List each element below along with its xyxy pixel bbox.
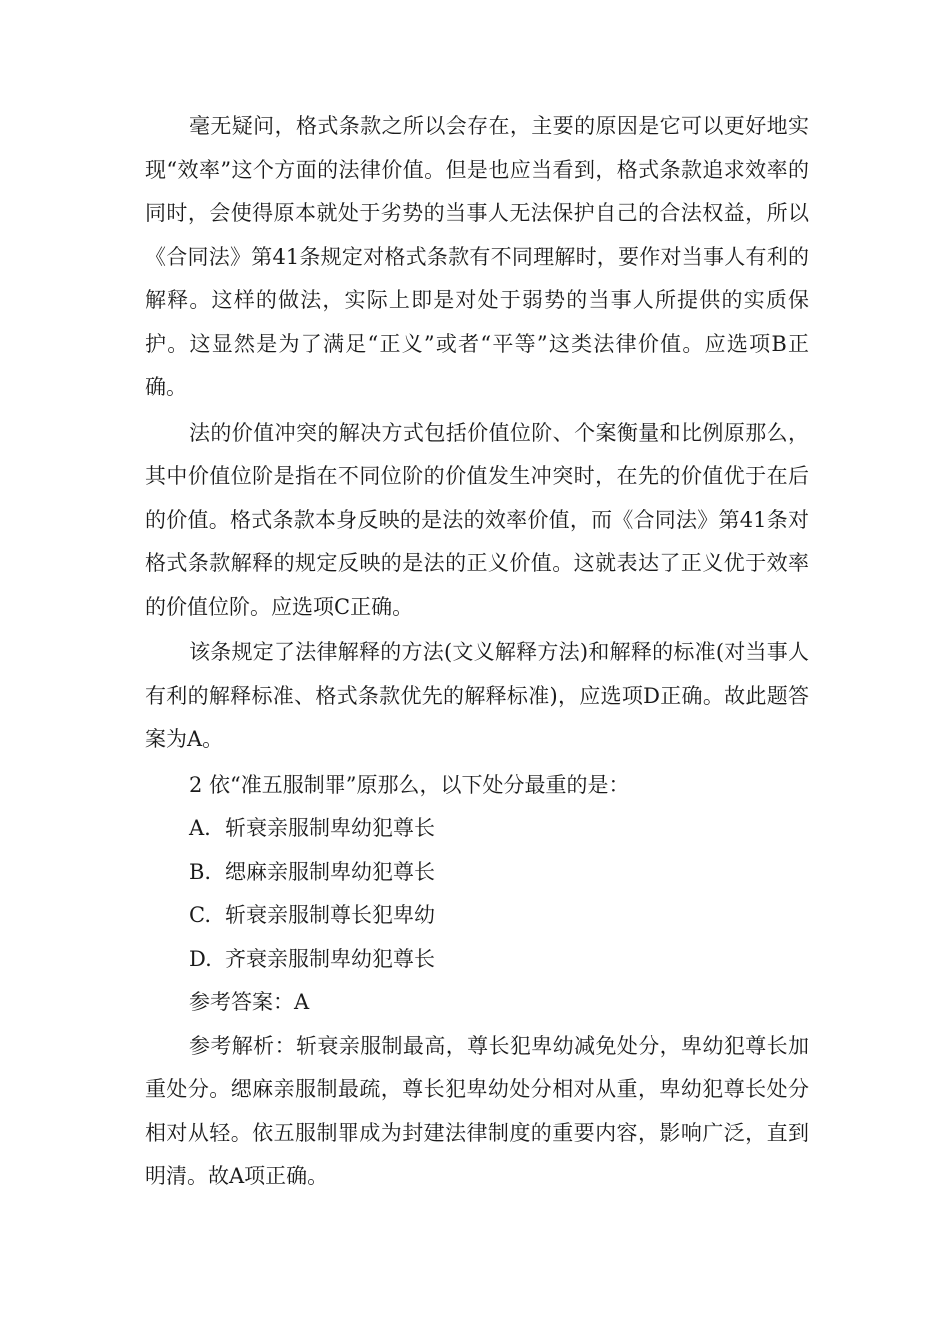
option-d [145,938,809,982]
document-page [145,105,809,1201]
option-letter: A. [189,816,211,840]
paragraph-interpretation-method: 该条规定了法律解释的方法(文义解释方法)和解释的标准(对当事人有利的解释标准、格式条款优先的解释标准)，应选项D正确。故此题答案为A。 [145,640,809,751]
option-text: 斩衰亲服制尊长犯卑幼 [225,903,435,927]
option-b [145,851,809,895]
reference-analysis: 参考解析：斩衰亲服制最高，尊长犯卑幼减免处分，卑幼犯尊长加重处分。缌麻亲服制最疏，尊长犯卑幼处分相对从重，卑幼犯尊长处分相对从轻。依五服制罪成为封建法律制度的重要内容，影响广泛，直到明清。故A项正确。 [145,1033,809,1188]
paragraph-format-clause-efficiency: 毫无疑问，格式条款之所以会存在，主要的原因是它可以更好地实现“效率”这个方面的法律价值。但是也应当看到，格式条款追求效率的同时，会使得原本就处于劣势的当事人无法保护自己的合法权益，所以《合同法》第41条规定对格式条款有不同理解时，要作对当事人有利的解释。这样的做法，实际上即是对处于弱势的当事人所提供的实质保护。这显然是为了满足“正义”或者“平等”这类法律价值。应选项B正确。 [145,114,809,399]
reference-answer: 参考答案：A [189,990,310,1014]
option-a [145,807,809,851]
option-text: 斩衰亲服制卑幼犯尊长 [225,816,435,840]
option-letter: C. [189,903,211,927]
option-letter: D. [189,946,212,971]
question-stem: 2 依“准五服制罪”原那么，以下处分最重的是： [189,772,630,797]
option-text: 缌麻亲服制卑幼犯尊长 [225,859,435,884]
option-letter: B. [189,859,212,884]
option-text: 齐衰亲服制卑幼犯尊长 [225,946,435,971]
option-c [145,894,809,938]
paragraph-value-conflict: 法的价值冲突的解决方式包括价值位阶、个案衡量和比例原那么，其中价值位阶是指在不同位阶的价值发生冲突时，在先的价值优于在后的价值。格式条款本身反映的是法的效率价值，而《合同法》第41条对格式条款解释的规定反映的是法的正义价值。这就表达了正义优于效率的价值位阶。应选项C正确。 [145,420,809,619]
